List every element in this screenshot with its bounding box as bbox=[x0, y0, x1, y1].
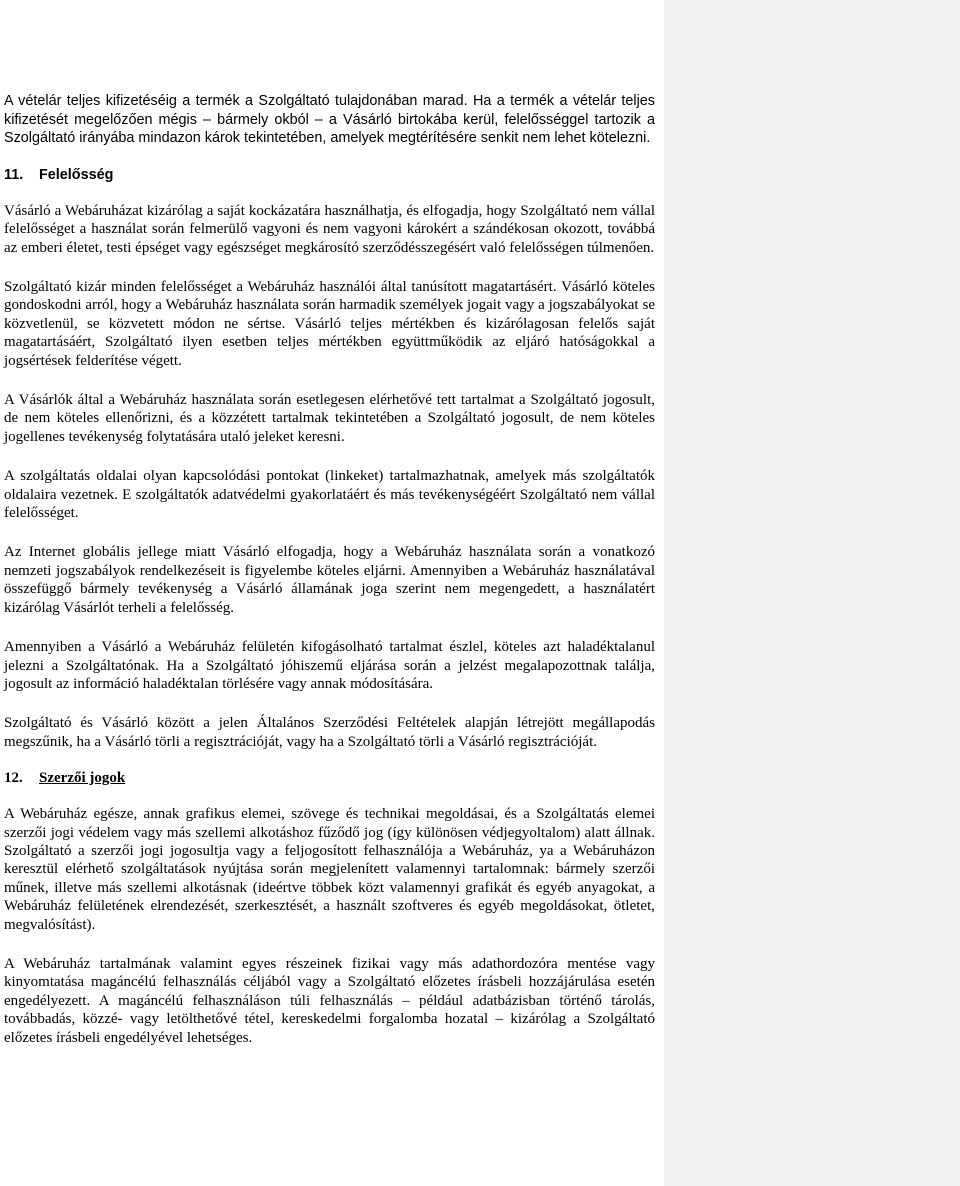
section-heading-11 bbox=[4, 166, 655, 184]
intro-paragraph: A vételár teljes kifizetéséig a termék a Szolgáltató tulajdonában marad. Ha a termék a vételár teljes kifizetését megelőzően mégis – bármely okból – a Vásárló birtokába kerül, felelősséggel tartozik a Szolgáltató irányába mindazon károk tekintetében, amelyek megtérítésére senkit nem lehet kötelezni. bbox=[4, 93, 655, 147]
paragraph: Amennyiben a Vásárló a Webáruház felületén kifogásolható tartalmat észlel, köteles azt haladéktalanul jelezni a Szolgáltatónak. Ha a Szolgáltató jóhiszemű eljárása során a jelzést megalapozottnak találja, jogosult az információ haladéktalan törlésére vagy annak módosítására. bbox=[4, 639, 655, 692]
document-body bbox=[4, 92, 655, 1047]
section-number: 12. bbox=[4, 770, 23, 787]
paragraph: A szolgáltatás oldalai olyan kapcsolódási pontokat (linkeket) tartalmazhatnak, amelyek más szolgáltatók oldalaira vezetnek. E szolgáltatók adatvédelmi gyakorlatáért és más tevékenységéért Szolgáltató nem vállal felelősséget. bbox=[4, 468, 655, 522]
section-title: Felelősség bbox=[39, 166, 114, 183]
section-title: Szerzői jogok bbox=[39, 770, 126, 787]
paragraph: Vásárló a Webáruházat kizárólag a saját kockázatára használhatja, és elfogadja, hogy Szolgáltató nem vállal felelősséget a használat során felmerülő vagyoni és nem vagyoni károkért a szándékosan okozott, továbbá az emberi életet, testi épséget vagy egészséget megkárosító szerződésszegésért való felelősségen túlmenően. bbox=[4, 202, 655, 256]
paragraph: Az Internet globális jellege miatt Vásárló elfogadja, hogy a Webáruház használata során a vonatkozó nemzeti jogszabályok rendelkezéseit is figyelembe köteles eljárni. Amennyiben a Webáruház használatával összefüggő bármely tevékenység a Vásárló államának joga szerint nem megengedett, a használatért kizárólag Vásárlót terheli a felelősség. bbox=[4, 544, 655, 616]
section-heading-12 bbox=[4, 769, 655, 787]
paragraph: A Webáruház tartalmának valamint egyes részeinek fizikai vagy más adathordozóra mentése vagy kinyomtatása magáncélú felhasználás céljából vagy a Szolgáltató előzetes írásbeli hozzájárulása esetén engedélyezett. A magáncélú felhasználáson túli felhasználás – például adatbázisban történő tárolás, továbbadás, közzé- vagy letölthetővé tétel, kereskedelmi forgalomba hozatal – kizárólag a Szolgáltató előzetes írásbeli engedélyével lehetséges. bbox=[4, 955, 655, 1046]
paragraph: A Vásárlók által a Webáruház használata során esetlegesen elérhetővé tett tartalmat a Szolgáltató jogosult, de nem köteles ellenőrizni, és a közzétett tartalmak tekintetében a Szolgáltató jogosult, de nem köteles jogellenes tevékenység folytatására utaló jeleket keresni. bbox=[4, 392, 655, 445]
paragraph: Szolgáltató és Vásárló között a jelen Általános Szerződési Feltételek alapján létrejött megállapodás megszűnik, ha a Vásárló törli a regisztrációját, vagy ha a Szolgáltató törli a Vásárló regisztrációját. bbox=[4, 715, 655, 750]
paragraph: Szolgáltató kizár minden felelősséget a Webáruház használói által tanúsított magatartásért. Vásárló köteles gondoskodni arról, hogy a Webáruház használata során harmadik személyek jogait vagy a jogszabályokat se közvetlenül, se közvetett módon ne sértse. Vásárló teljes mértékben és kizárólagosan felelős saját magatartásáért, Szolgáltató ilyen esetben teljes mértékben együttműködik az eljáró hatóságokkal a jogsértések felderítése végett. bbox=[4, 279, 655, 369]
comment-margin bbox=[664, 0, 960, 1186]
paragraph: A Webáruház egésze, annak grafikus elemei, szövege és technikai megoldásai, és a Szolgáltatás elemei szerzői jogi védelem vagy más szellemi alkotáshoz fűződő jog (így különösen védjegyoltalom) alatt állnak. Szolgáltató a szerzői jogi jogosultja vagy a feljogosított felhasználója a Webáruház, ya a Webáruházon keresztül elérhető szolgáltatások nyújtása során megjelenített valamennyi tartalomnak: bármely szerzői műnek, illetve más szellemi alkotásnak (ideértve többek közt valamennyi grafikát és egyéb anyagokat, a Webáruház felületének elrendezését, szerkesztését, a használt szoftveres és egyéb megoldásokat, ötletet, megvalósítást). bbox=[4, 806, 655, 933]
section-number: 11. bbox=[4, 166, 24, 183]
